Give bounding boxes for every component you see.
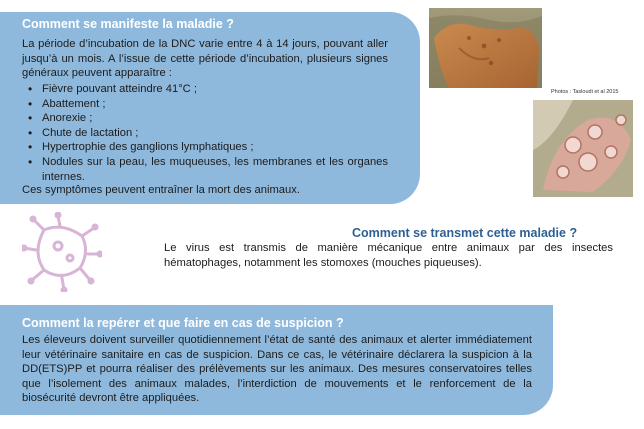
virus-icon	[22, 212, 102, 292]
section-title-transmission: Comment se transmet cette maladie ?	[352, 226, 578, 240]
symptom-item: • Anorexie ;	[42, 111, 388, 126]
section-title-symptoms: Comment se manifeste la maladie ?	[22, 17, 234, 31]
conclusion-text: Ces symptômes peuvent entraîner la mort des animaux.	[22, 184, 300, 196]
symptom-item: • Hypertrophie des ganglions lymphatiques ;	[42, 140, 388, 155]
symptom-item: • Chute de lactation ;	[42, 126, 388, 141]
photo-credit: Photos : Tasloudi et al 2015	[551, 89, 619, 95]
skin-lesion-photo	[533, 100, 633, 197]
symptom-item: • Fièvre pouvant atteindre 41°C ;	[42, 82, 388, 97]
symptom-list	[22, 82, 388, 184]
symptom-item: • Nodules sur la peau, les muqueuses, les membranes et les organes internes.	[42, 155, 388, 184]
incubation-paragraph: La période d’incubation de la DNC varie entre 4 à 14 jours, pouvant aller jusqu’à un mois. A l’issue de cette période d’incubation, plusieurs signes généraux peuvent apparaître :	[22, 38, 388, 80]
cow-photo	[429, 8, 542, 88]
suspicion-paragraph: Les éleveurs doivent surveiller quotidiennement l’état de santé des animaux et alerter immédiatement leur vétérinaire sanitaire en cas de suspicion. Dans ce cas, le vétérinaire déclarera la suspicion à la DD(ETS)PP et pourra réaliser des prélèvements sur les animaux. Des mesures conservatoires telles que l’isolement des animaux malades, l’interdiction de mouvements et le renforcement de la biosécurité devront être appliquées.	[22, 334, 532, 405]
symptom-item: • Abattement ;	[42, 97, 388, 112]
transmission-paragraph: Le virus est transmis de manière mécanique entre animaux par des insectes hématophages, notamment les stomoxes (mouches piqueuses).	[164, 242, 613, 269]
section-title-suspicion: Comment la repérer et que faire en cas de suspicion ?	[22, 316, 344, 330]
